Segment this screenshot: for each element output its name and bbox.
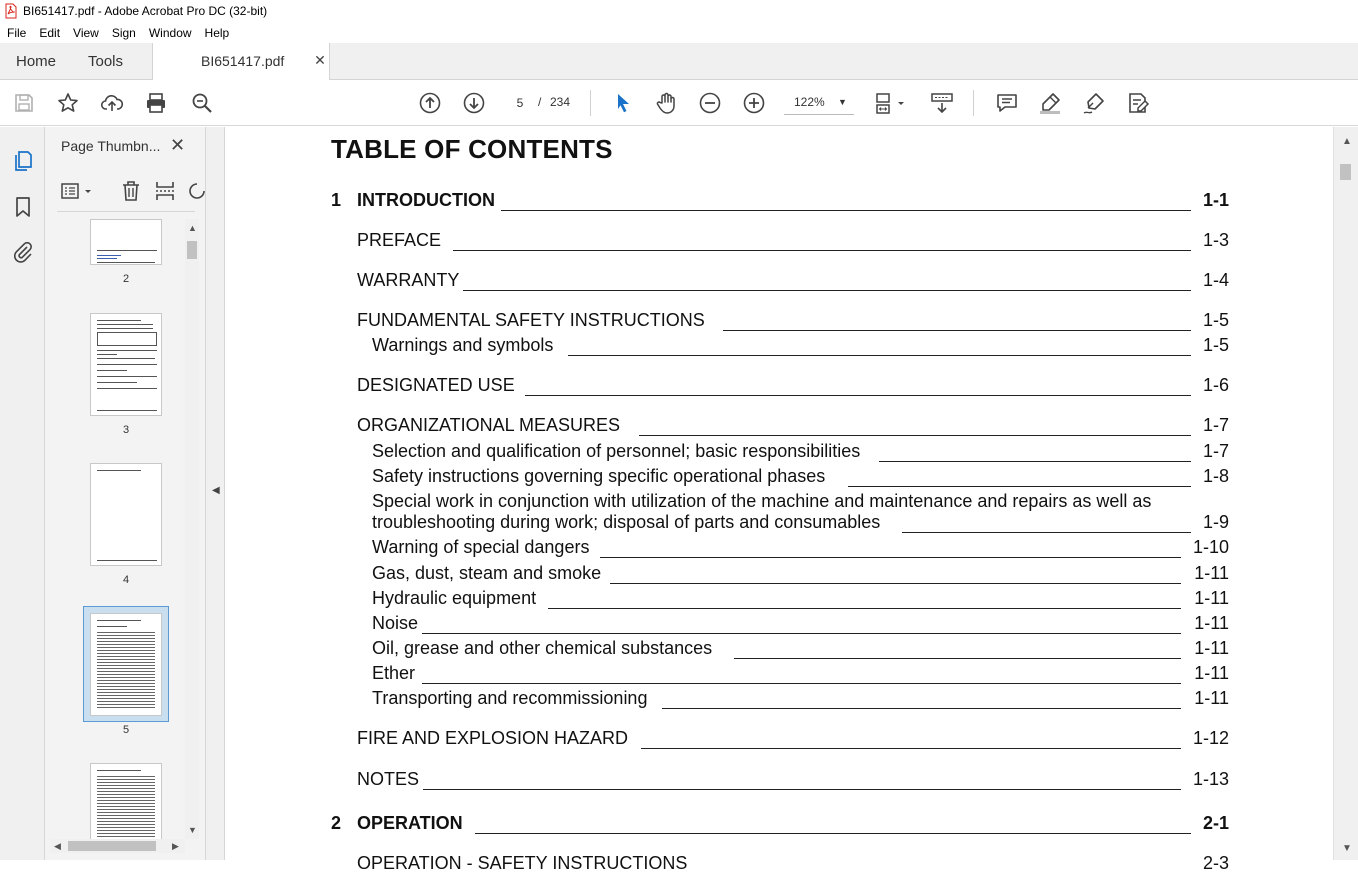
panel-toolbar bbox=[45, 171, 206, 211]
toc-leader bbox=[548, 608, 1181, 609]
save-icon[interactable] bbox=[12, 91, 36, 115]
document-title: TABLE OF CONTENTS bbox=[331, 134, 613, 164]
chevron-down-icon: ▼ bbox=[838, 97, 847, 107]
toc-entry-text: Transporting and recommissioning bbox=[372, 688, 651, 709]
document-vertical-scrollbar[interactable] bbox=[1333, 127, 1358, 860]
toc-page-number: 1-11 bbox=[1194, 588, 1229, 608]
toc-entry[interactable] bbox=[357, 415, 1229, 439]
toc-leader bbox=[422, 633, 1181, 634]
scroll-up-icon[interactable]: ▲ bbox=[188, 223, 197, 233]
thumbnail-label: 4 bbox=[122, 574, 130, 586]
select-cursor-icon[interactable] bbox=[611, 91, 635, 115]
highlight-pen-icon[interactable] bbox=[1038, 91, 1062, 115]
menu-file[interactable]: File bbox=[7, 25, 27, 40]
total-pages: 234 bbox=[550, 95, 571, 109]
page-separator: / bbox=[538, 95, 542, 109]
toc-leader bbox=[879, 461, 1191, 462]
toc-entry-text: Selection and qualification of personnel; basic responsibilities bbox=[372, 441, 864, 462]
toc-entry[interactable] bbox=[372, 466, 1229, 490]
toc-entry-text-continued: troubleshooting during work; disposal of parts and consumables bbox=[372, 512, 884, 533]
toc-entry[interactable] bbox=[372, 663, 1229, 687]
scroll-right-icon[interactable]: ▶ bbox=[172, 841, 179, 851]
toc-entry[interactable] bbox=[372, 638, 1229, 662]
toc-entry-text: WARRANTY bbox=[357, 270, 463, 291]
toc-leader bbox=[475, 833, 1191, 834]
toolbar-divider bbox=[590, 90, 591, 116]
toc-page-number: 1-7 bbox=[1202, 441, 1229, 461]
menu-bar bbox=[0, 22, 1358, 43]
thumbnail-label: 3 bbox=[122, 424, 130, 436]
scrollbar-thumb[interactable] bbox=[1340, 164, 1351, 180]
extract-pages-icon[interactable] bbox=[153, 179, 177, 203]
acrobat-pdf-icon bbox=[5, 4, 17, 18]
toc-entry-text: FIRE AND EXPLOSION HAZARD bbox=[357, 728, 632, 749]
toc-entry[interactable] bbox=[372, 491, 1229, 537]
toc-entry-text: OPERATION bbox=[357, 813, 467, 834]
scroll-mode-icon[interactable] bbox=[930, 91, 954, 115]
toc-leader bbox=[662, 708, 1181, 709]
panel-splitter[interactable] bbox=[206, 127, 225, 860]
toc-leader bbox=[639, 435, 1191, 436]
toc-page-number: 1-10 bbox=[1192, 537, 1229, 557]
toc-entry-text: Warnings and symbols bbox=[372, 335, 557, 356]
toc-leader bbox=[501, 210, 1191, 211]
thumbnail-label: 2 bbox=[122, 273, 130, 285]
thumbnail-horizontal-scrollbar[interactable] bbox=[50, 839, 185, 853]
hand-tool-icon[interactable] bbox=[654, 91, 678, 115]
toc-entry[interactable] bbox=[372, 613, 1229, 637]
toc-leader bbox=[641, 748, 1181, 749]
tab-bar bbox=[0, 43, 1358, 80]
toc-page-number: 1-6 bbox=[1202, 375, 1229, 395]
toc-leader bbox=[422, 683, 1181, 684]
toc-entry-text: Hydraulic equipment bbox=[372, 588, 540, 609]
zoom-in-icon[interactable] bbox=[742, 91, 766, 115]
toc-entry[interactable] bbox=[357, 270, 1229, 294]
thumbnail-list bbox=[45, 215, 185, 843]
toc-leader bbox=[423, 789, 1181, 790]
next-page-icon[interactable] bbox=[462, 91, 486, 115]
tab-document-label: BI651417.pdf bbox=[201, 53, 285, 69]
toc-page-number: 1-13 bbox=[1192, 769, 1229, 789]
toc-entry[interactable] bbox=[357, 310, 1229, 334]
toc-entry[interactable] bbox=[357, 375, 1229, 399]
toc-entry-text: Warning of special dangers bbox=[372, 537, 593, 558]
toc-entry[interactable] bbox=[331, 190, 1229, 214]
collapse-panel-icon[interactable]: ◀ bbox=[212, 485, 220, 496]
thumbnail-label: 5 bbox=[122, 724, 130, 736]
window-title: BI651417.pdf - Adobe Acrobat Pro DC (32-bit) bbox=[23, 4, 268, 18]
toc-leader bbox=[610, 583, 1181, 584]
toc-entry-text: FUNDAMENTAL SAFETY INSTRUCTIONS bbox=[357, 310, 709, 331]
bookmark-star-icon[interactable] bbox=[56, 91, 80, 115]
toc-page-number: 2-1 bbox=[1202, 813, 1229, 833]
attachments-paperclip-icon[interactable] bbox=[11, 240, 35, 264]
tab-tools[interactable]: Tools bbox=[88, 53, 124, 70]
toc-page-number: 1-8 bbox=[1202, 466, 1229, 486]
fill-sign-icon[interactable] bbox=[1126, 91, 1150, 115]
tab-home[interactable]: Home bbox=[16, 53, 57, 70]
toc-chapter-number: 1 bbox=[331, 190, 342, 210]
upload-cloud-icon[interactable] bbox=[100, 91, 124, 115]
toc-page-number: 1-4 bbox=[1202, 270, 1229, 290]
toc-page-number: 1-5 bbox=[1202, 335, 1229, 355]
toc-entry-text: OPERATION - SAFETY INSTRUCTIONS bbox=[357, 853, 691, 874]
toc-entry-text: Noise bbox=[372, 613, 422, 634]
previous-page-icon[interactable] bbox=[418, 91, 442, 115]
toc-entry-text: PREFACE bbox=[357, 230, 445, 251]
toc-entry[interactable] bbox=[372, 688, 1229, 712]
toc-leader bbox=[463, 290, 1191, 291]
navigation-rail bbox=[0, 127, 45, 860]
thumbnail-page-3[interactable] bbox=[90, 313, 162, 416]
toc-entry-text: INTRODUCTION bbox=[357, 190, 499, 211]
toc-entry[interactable] bbox=[372, 335, 1229, 359]
toc-entry[interactable] bbox=[331, 813, 1229, 837]
toolbar bbox=[0, 80, 1358, 126]
toc-entry-text: Gas, dust, steam and smoke bbox=[372, 563, 605, 584]
scroll-down-icon[interactable]: ▼ bbox=[188, 825, 197, 835]
scrollbar-thumb[interactable] bbox=[187, 241, 197, 259]
toc-leader bbox=[600, 557, 1181, 558]
panel-title: Page Thumbn... bbox=[61, 138, 161, 154]
toc-leader bbox=[902, 532, 1191, 533]
toc-entry[interactable] bbox=[357, 853, 1229, 877]
close-panel-icon[interactable]: ✕ bbox=[170, 135, 186, 155]
zoom-out-icon[interactable] bbox=[698, 91, 722, 115]
page-number-input[interactable] bbox=[506, 92, 534, 114]
toc-chapter-number: 2 bbox=[331, 813, 342, 833]
zoom-search-icon[interactable] bbox=[190, 91, 214, 115]
toc-entry-text: Oil, grease and other chemical substances bbox=[372, 638, 716, 659]
panel-divider bbox=[57, 211, 195, 212]
page-thumbnails-panel bbox=[45, 127, 206, 860]
thumbnail-page-5[interactable] bbox=[90, 613, 162, 716]
toc-page-number: 1-5 bbox=[1202, 310, 1229, 330]
toc-leader bbox=[525, 395, 1191, 396]
menu-view[interactable]: View bbox=[73, 25, 99, 40]
rotate-page-icon[interactable] bbox=[185, 179, 197, 203]
toc-entry[interactable] bbox=[372, 441, 1229, 465]
scrollbar-thumb[interactable] bbox=[68, 841, 156, 851]
page-fit-icon[interactable] bbox=[874, 91, 898, 115]
bookmarks-icon[interactable] bbox=[11, 195, 35, 219]
toc-leader bbox=[723, 330, 1191, 331]
toc-entry-text: Ether bbox=[372, 663, 419, 684]
toc-page-number: 1-1 bbox=[1202, 190, 1229, 210]
toc-entry[interactable] bbox=[372, 563, 1229, 587]
delete-page-icon[interactable] bbox=[119, 179, 143, 203]
page-thumbnails-icon[interactable] bbox=[11, 147, 35, 171]
print-icon[interactable] bbox=[144, 91, 168, 115]
zoom-level-value: 122% bbox=[794, 95, 825, 109]
tab-document[interactable] bbox=[152, 43, 330, 81]
toc-entry[interactable] bbox=[372, 537, 1229, 561]
toc-page-number: 1-11 bbox=[1194, 663, 1229, 683]
toc-entry[interactable] bbox=[357, 728, 1229, 752]
toc-entry[interactable] bbox=[357, 230, 1229, 254]
toc-page-number: 1-11 bbox=[1194, 563, 1229, 583]
title-bar bbox=[0, 0, 1358, 22]
scroll-left-icon[interactable]: ◀ bbox=[54, 841, 61, 851]
toc-leader bbox=[568, 355, 1191, 356]
toc-page-number: 1-12 bbox=[1192, 728, 1229, 748]
toolbar-divider bbox=[973, 90, 974, 116]
thumbnail-options-icon[interactable] bbox=[59, 179, 83, 203]
sign-pen-icon[interactable] bbox=[1082, 91, 1106, 115]
thumbnail-page-4[interactable] bbox=[90, 463, 162, 566]
toc-page-number: 1-11 bbox=[1194, 688, 1229, 708]
toc-page-number: 1-11 bbox=[1194, 613, 1229, 633]
close-tab-icon[interactable]: ✕ bbox=[314, 52, 326, 68]
menu-edit[interactable]: Edit bbox=[39, 25, 61, 40]
toc-page-number: 1-3 bbox=[1202, 230, 1229, 250]
toc-leader bbox=[734, 658, 1181, 659]
menu-window[interactable]: Window bbox=[148, 25, 192, 40]
toc-page-number: 1-7 bbox=[1202, 415, 1229, 435]
toc-page-number: 1-11 bbox=[1194, 638, 1229, 658]
comment-icon[interactable] bbox=[995, 91, 1019, 115]
toc-page-number: 2-3 bbox=[1202, 853, 1229, 873]
menu-sign[interactable]: Sign bbox=[111, 25, 136, 40]
zoom-level-dropdown[interactable] bbox=[784, 91, 854, 115]
thumbnail-vertical-scrollbar[interactable] bbox=[185, 219, 199, 839]
menu-help[interactable]: Help bbox=[204, 25, 230, 40]
scroll-down-icon[interactable]: ▼ bbox=[1342, 843, 1352, 854]
toc-entry-text: Special work in conjunction with utilization of the machine and maintenance and repairs as well as bbox=[372, 491, 1155, 512]
scroll-up-icon[interactable]: ▲ bbox=[1342, 136, 1352, 147]
toc-leader bbox=[453, 250, 1191, 251]
toc-page-number: 1-9 bbox=[1202, 512, 1229, 532]
toc-entry[interactable] bbox=[372, 588, 1229, 612]
toc-entry-text: NOTES bbox=[357, 769, 423, 790]
document-view[interactable] bbox=[225, 127, 1333, 873]
toc-entry-text: Safety instructions governing specific operational phases bbox=[372, 466, 829, 487]
toc-leader bbox=[848, 486, 1191, 487]
toc-entry-text: DESIGNATED USE bbox=[357, 375, 519, 396]
toc-entry[interactable] bbox=[357, 769, 1229, 793]
thumbnail-page-2[interactable] bbox=[90, 219, 162, 265]
toc-entry-text: ORGANIZATIONAL MEASURES bbox=[357, 415, 624, 436]
